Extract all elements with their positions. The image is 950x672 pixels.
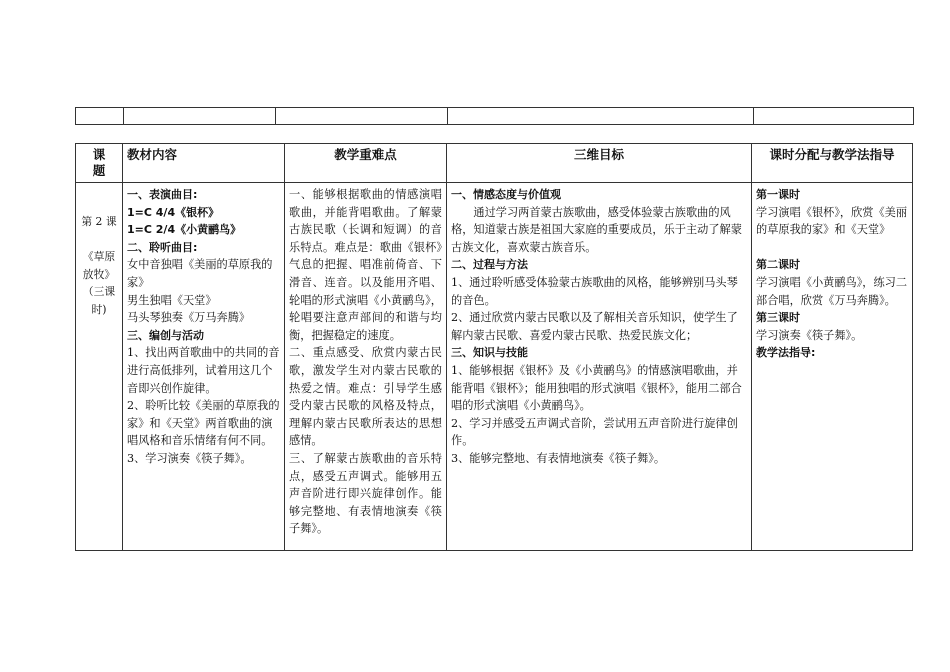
header-row [76, 144, 913, 183]
allocation-cell [752, 183, 913, 551]
empty-cell [276, 108, 448, 125]
empty-cell [754, 108, 914, 125]
difficulty-point: 二、重点感受、欣赏内蒙古民歌，激发学生对内蒙古民歌的热爱之情。难点：引导学生感受内蒙古民歌的风格及特点，理解内蒙古民歌所表达的思想感情。 [289, 346, 442, 448]
listen-item: 男生独唱《天堂》 [127, 293, 217, 307]
lesson-title: 《草原放牧》 [82, 250, 116, 281]
difficulty-point: 三、了解蒙古族歌曲的音乐特点，感受五声调式。能够用五声音阶进行即兴旋律创作。能够完整地、有表情地演奏《筷子舞》。 [289, 451, 442, 536]
create-heading: 三、编创与活动 [127, 328, 204, 342]
lesson2-text: 学习演唱《小黄鹂鸟》，练习二部合唱，欣赏《万马奔腾》。 [756, 275, 908, 307]
skills-item: 3、能够完整地、有表情地演奏《筷子舞》。 [451, 451, 666, 465]
perform-heading: 一、表演曲目: [127, 188, 198, 201]
lesson1-heading: 第一课时 [756, 188, 800, 201]
create-item: 3、学习演奏《筷子舞》。 [127, 451, 252, 465]
header-allocation: 课时分配与教学法指导 [752, 144, 913, 183]
method-heading: 教学法指导: [756, 346, 816, 360]
difficulty-point: 一、能够根据歌曲的情感演唱歌曲，并能背唱歌曲。了解蒙古族民歌（长调和短调）的音乐特点。难点是：歌曲《银杯》气息的把握、唱准前倚音、下滑音、连音。以及能用齐唱、轮唱的形式演唱《小黄鹂鸟》，轮唱要注意声部间的和谐与均衡，把握稳定的速度。 [289, 188, 442, 342]
difficulty-cell [285, 183, 447, 551]
lesson3-text: 学习演奏《筷子舞》。 [756, 328, 863, 342]
skills-heading: 三、知识与技能 [451, 346, 528, 360]
goals-cell [447, 183, 752, 551]
skills-item: 1、能够根据《银杯》及《小黄鹂鸟》的情感演唱歌曲，并能背唱《银杯》；能用独唱的形式演唱《银杯》，能用二部合唱的形式演唱《小黄鹂鸟》。 [451, 363, 742, 413]
create-item: 1、找出两首歌曲中的共同的音进行高低排列，试着用这几个音即兴创作旋律。 [127, 346, 280, 395]
header-difficulty: 教学重难点 [285, 144, 447, 183]
lesson3-heading: 第三课时 [756, 311, 800, 325]
process-item: 1、通过聆听感受体验蒙古族歌曲的风格，能够辨别马头琴的音色。 [451, 275, 738, 307]
empty-cell [124, 108, 276, 125]
empty-cell [448, 108, 754, 125]
lesson2-heading: 第二课时 [756, 258, 800, 272]
perform-item: 1=C 4/4《银杯》 [127, 205, 220, 219]
perform-item: 1=C 2/4《小黄鹂鸟》 [127, 223, 242, 237]
content-cell [123, 183, 285, 551]
content-row [76, 183, 913, 551]
create-item: 2、聆听比较《美丽的草原我的家》和《天堂》两首歌曲的演唱风格和音乐情绪有何不同。 [127, 399, 280, 448]
header-goals: 三维目标 [447, 144, 752, 183]
process-heading: 二、过程与方法 [451, 258, 528, 272]
listen-heading: 二、聆听曲目: [127, 240, 198, 254]
empty-cell [76, 108, 124, 125]
attitude-text: 通过学习两首蒙古族歌曲，感受体验蒙古族歌曲的风格，知道蒙古族是祖国大家庭的重要成员，乐于主动了解蒙古族文化，喜欢蒙古族音乐。 [451, 205, 742, 254]
topic-cell [76, 183, 123, 551]
listen-item: 女中音独唱《美丽的草原我的家》 [127, 258, 273, 289]
listen-item: 马头琴独奏《万马奔腾》 [127, 311, 251, 325]
attitude-heading: 一、情感态度与价值观 [451, 188, 561, 201]
lesson-hours: （三课时) [82, 285, 116, 316]
empty-header-table [75, 107, 914, 125]
header-topic: 课题 [76, 144, 123, 183]
skills-item: 2、学习并感受五声调式音阶，尝试用五声音阶进行旋律创作。 [451, 416, 738, 448]
header-content: 教材内容 [123, 144, 285, 183]
lesson1-text: 学习演唱《银杯》，欣赏《美丽的草原我的家》和《天堂》 [756, 205, 908, 237]
lesson-plan-table [75, 143, 913, 551]
process-item: 2、通过欣赏内蒙古民歌以及了解相关音乐知识，使学生了解内蒙古民歌、喜爱内蒙古民歌、热爱民族文化； [451, 311, 738, 342]
lesson-number: 第 2 课 [81, 215, 117, 228]
